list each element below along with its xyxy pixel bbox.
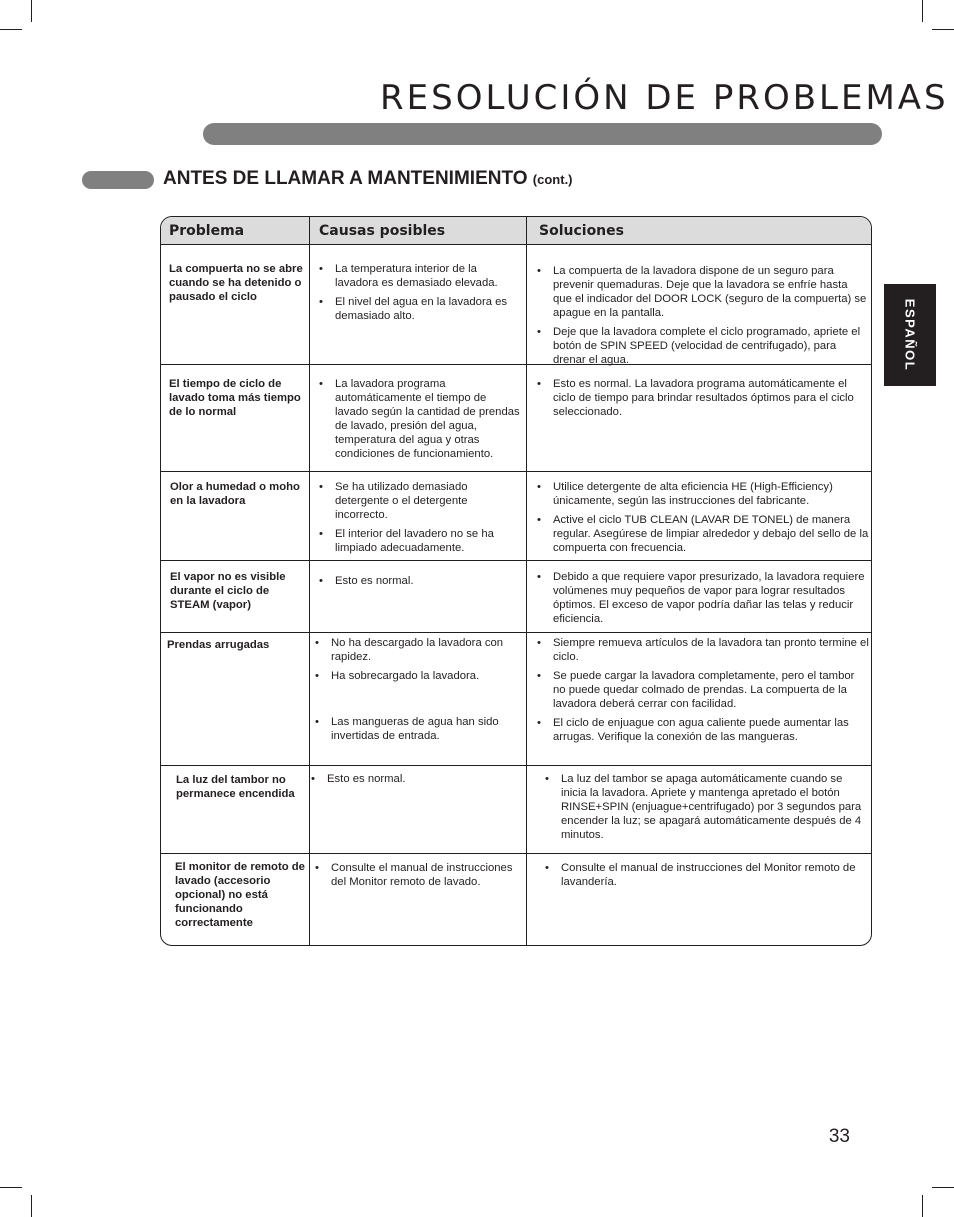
- cause-item: • El interior del lavadero no se ha limpiado adecuadamente.: [317, 527, 517, 555]
- section-pill: [82, 171, 154, 189]
- causes-cell: [317, 480, 517, 560]
- crop-mark: [0, 1187, 22, 1188]
- problem-cell: Olor a humedad o moho en la lavadora: [170, 481, 300, 507]
- cause-item: • Se ha utilizado demasiado detergente o el detergente incorrecto.: [317, 480, 517, 522]
- row-divider: [161, 765, 871, 766]
- crop-mark: [31, 1195, 32, 1217]
- cause-item: • Ha sobrecargado la lavadora.: [313, 669, 517, 683]
- troubleshooting-table: [160, 216, 872, 946]
- header-causas: Causas posibles: [319, 223, 446, 239]
- page-title: RESOLUCIÓN DE PROBLEMAS: [380, 78, 949, 118]
- row-divider: [161, 560, 871, 561]
- row-divider: [161, 471, 871, 472]
- solutions-cell: [543, 861, 869, 894]
- causes-cell: [317, 377, 521, 466]
- cause-item: • La lavadora programa automáticamente el tiempo de lavado según la cantidad de prendas de lavado, presión del agua, temperatura del agua y otras condiciones de funcionamiento.: [317, 377, 521, 461]
- section-heading-suffix: (cont.): [532, 172, 573, 187]
- solution-item: • Active el ciclo TUB CLEAN (LAVAR DE TONEL) de manera regular. Asegúrese de limpiar alrededor y debajo del sello de la compuerta con frecuencia.: [535, 513, 869, 555]
- language-tab-label: ESPAÑOL: [902, 298, 918, 372]
- crop-mark: [932, 29, 954, 30]
- crop-mark: [922, 1195, 923, 1217]
- cause-item: • Esto es normal.: [309, 772, 519, 786]
- causes-cell: [313, 861, 513, 894]
- problem-cell: La luz del tambor no permanece encendida: [176, 774, 295, 800]
- column-divider: [526, 217, 527, 945]
- solutions-cell: [543, 772, 869, 847]
- solution-item: • Debido a que requiere vapor presurizado, la lavadora requiere volúmenes muy pequeños de vapor para lograr resultados óptimos. El exceso de vapor podría dañar las telas y reducir eficiencia.: [535, 570, 869, 626]
- row-divider: [161, 853, 871, 854]
- solutions-cell: [535, 570, 869, 631]
- section-heading: [163, 168, 573, 190]
- cause-item: • Esto es normal.: [317, 574, 517, 588]
- crop-mark: [0, 29, 22, 30]
- solution-item: • El ciclo de enjuague con agua caliente puede aumentar las arrugas. Verifique la conexión de las mangueras.: [535, 716, 869, 744]
- causes-cell: [309, 772, 519, 791]
- solutions-cell: [535, 636, 869, 749]
- causes-cell: [317, 262, 519, 328]
- solution-item: • Deje que la lavadora complete el ciclo programado, apriete el botón de SPIN SPEED (velocidad de centrifugado), para drenar el agua.: [535, 325, 869, 367]
- solution-item: • Se puede cargar la lavadora completamente, pero el tambor no puede quedar colmado de prendas. La compuerta de la lavadora deberá cerrar con facilidad.: [535, 669, 869, 711]
- problem-cell: La compuerta no se abre cuando se ha detenido o pausado el ciclo: [169, 263, 303, 303]
- problem-cell: El tiempo de ciclo de lavado toma más tiempo de lo normal: [169, 378, 301, 418]
- cause-item: • No ha descargado la lavadora con rapidez.: [313, 636, 517, 664]
- column-divider: [309, 217, 310, 945]
- solutions-cell: [535, 264, 869, 372]
- cause-item: • El nivel del agua en la lavadora es demasiado alto.: [317, 295, 519, 323]
- section-heading-text: ANTES DE LLAMAR A MANTENIMIENTO: [163, 168, 528, 189]
- solution-item: • Siempre remueva artículos de la lavadora tan pronto termine el ciclo.: [535, 636, 869, 664]
- table-header: [161, 217, 871, 245]
- cause-item: • La temperatura interior de la lavadora es demasiado elevada.: [317, 262, 519, 290]
- solution-item: • La luz del tambor se apaga automáticamente cuando se inicia la lavadora. Apriete y mantenga apretado el botón RINSE+SPIN (enjuague+centrifugado) por 3 segundos para encender la luz; se apagará automáticamente después de 4 minutos.: [543, 772, 869, 842]
- solution-item: • Esto es normal. La lavadora programa automáticamente el ciclo de tiempo para brindar resultados óptimos para el ciclo seleccionado.: [535, 377, 869, 419]
- title-bar: [203, 123, 882, 145]
- problem-cell: Prendas arrugadas: [167, 639, 270, 651]
- row-divider: [161, 632, 871, 633]
- cause-item: • Las mangueras de agua han sido invertidas de entrada.: [313, 715, 517, 743]
- solutions-cell: [535, 480, 869, 560]
- causes-cell: [317, 574, 517, 593]
- crop-mark: [922, 0, 923, 22]
- problem-cell: El vapor no es visible durante el ciclo de STEAM (vapor): [170, 571, 286, 611]
- page-number: 33: [828, 1126, 850, 1147]
- solutions-cell: [535, 377, 869, 424]
- header-problema: Problema: [169, 223, 245, 239]
- solution-item: • La compuerta de la lavadora dispone de un seguro para prevenir quemaduras. Deje que la lavadora se enfríe hasta que el indicador del DOOR LOCK (seguro de la compuerta) se apague en la pantalla.: [535, 264, 869, 320]
- solution-item: • Consulte el manual de instrucciones del Monitor remoto de lavandería.: [543, 861, 869, 889]
- header-soluciones: Soluciones: [539, 223, 624, 239]
- language-tab: [884, 284, 936, 386]
- cause-item: • Consulte el manual de instrucciones del Monitor remoto de lavado.: [313, 861, 513, 889]
- problem-cell: El monitor de remoto de lavado (accesorio opcional) no está funcionando correctamente: [175, 861, 305, 929]
- crop-mark: [31, 0, 32, 22]
- causes-cell: [313, 636, 517, 748]
- solution-item: • Utilice detergente de alta eficiencia HE (High-Efficiency) únicamente, según las instrucciones del fabricante.: [535, 480, 869, 508]
- crop-mark: [932, 1187, 954, 1188]
